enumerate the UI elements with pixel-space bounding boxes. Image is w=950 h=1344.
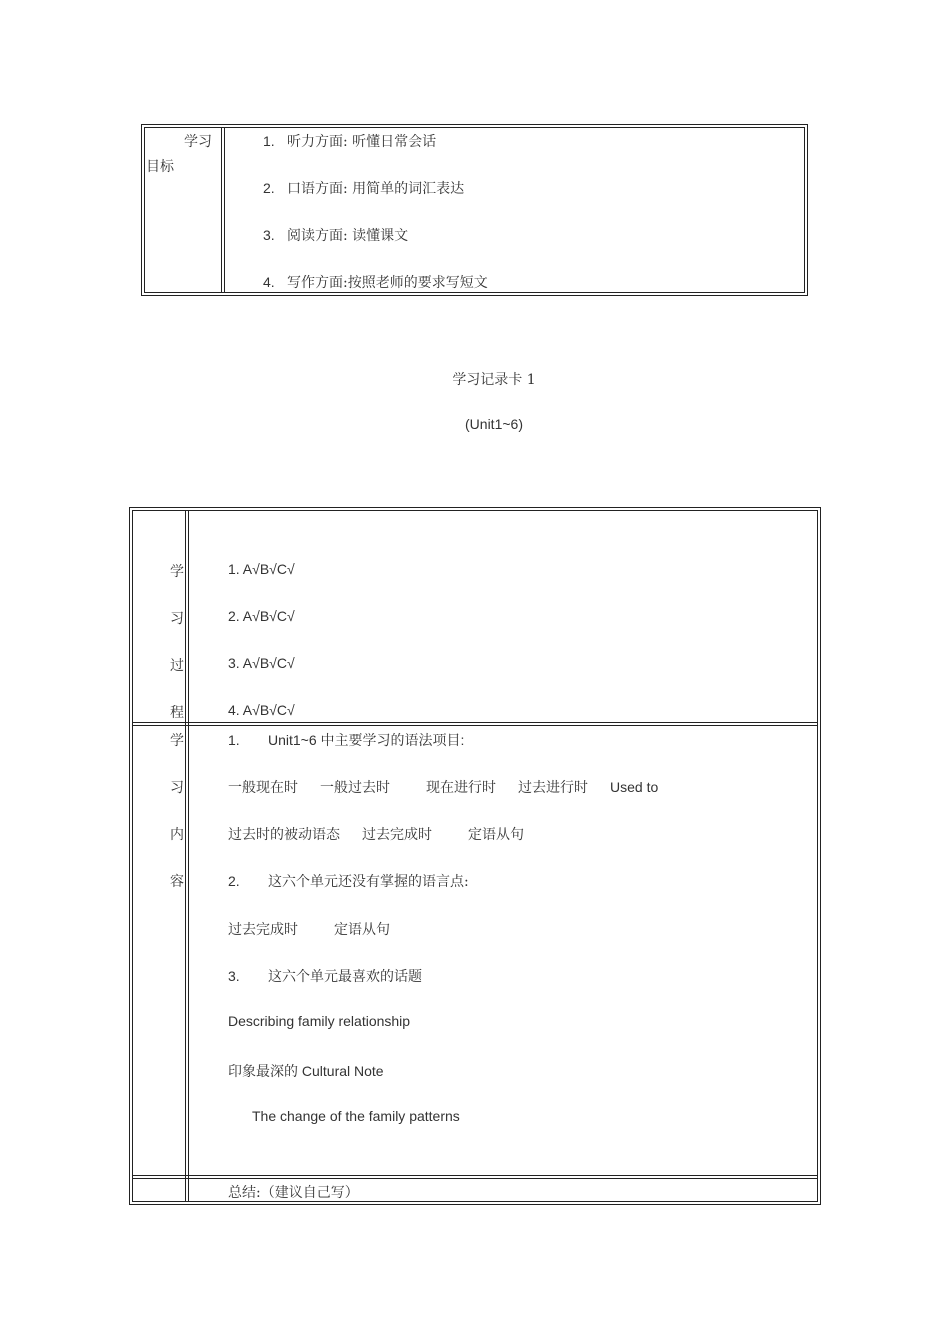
grammar-row-1: 一般现在时 一般过去时 现在进行时 过去进行时 Used to [228,779,659,796]
summary: 总结:（建议自己写） [228,1185,359,1201]
goals-divider [221,127,222,293]
question-2: 2. 这六个单元还没有掌握的语言点: [228,873,469,890]
goals-table-inner-frame [144,127,805,293]
content-label-char-2: 习 [170,780,184,796]
cultural-note-value: The change of the family patterns [252,1108,460,1124]
favorite-topic: Describing family relationship [228,1013,411,1029]
cultural-note-label: 印象最深的 Cultural Note [228,1063,384,1079]
process-item-1: 1. A√B√C√ [228,561,295,577]
summary-divider [132,1175,818,1176]
card-title: 学习记录卡 1 [452,372,536,388]
record-label-divider [185,510,186,1202]
process-label-char-2: 习 [170,611,184,627]
question-1: 1. Unit1~6 中主要学习的语法项目: [228,732,465,748]
goals-label-line1: 学习 [184,134,212,150]
process-item-2: 2. A√B√C√ [228,608,295,624]
process-label-char-1: 学 [170,564,184,580]
content-label-char-1: 学 [170,733,184,749]
content-label-char-4: 容 [170,874,184,890]
grammar-row-2: 过去时的被动语态 过去完成时 定语从句 [228,827,524,843]
goals-label-line2: 目标 [146,159,174,175]
process-label-char-4: 程 [170,705,184,721]
goal-item-2: 2. 口语方面: 用简单的词汇表达 [263,180,465,197]
goal-item-1: 1. 听力方面: 听懂日常会话 [263,133,437,150]
question-3: 3. 这六个单元最喜欢的话题 [228,968,422,985]
goal-item-3: 3. 阅读方面: 读懂课文 [263,227,409,244]
process-content-divider [132,722,818,723]
card-subtitle: (Unit1~6) [465,416,523,432]
weak-points: 过去完成时 定语从句 [228,922,390,938]
process-label-char-3: 过 [170,658,184,674]
process-item-3: 3. A√B√C√ [228,655,295,671]
content-label-char-3: 内 [170,827,184,843]
process-item-4: 4. A√B√C√ [228,702,295,718]
goal-item-4: 4. 写作方面:按照老师的要求写短文 [263,274,488,291]
